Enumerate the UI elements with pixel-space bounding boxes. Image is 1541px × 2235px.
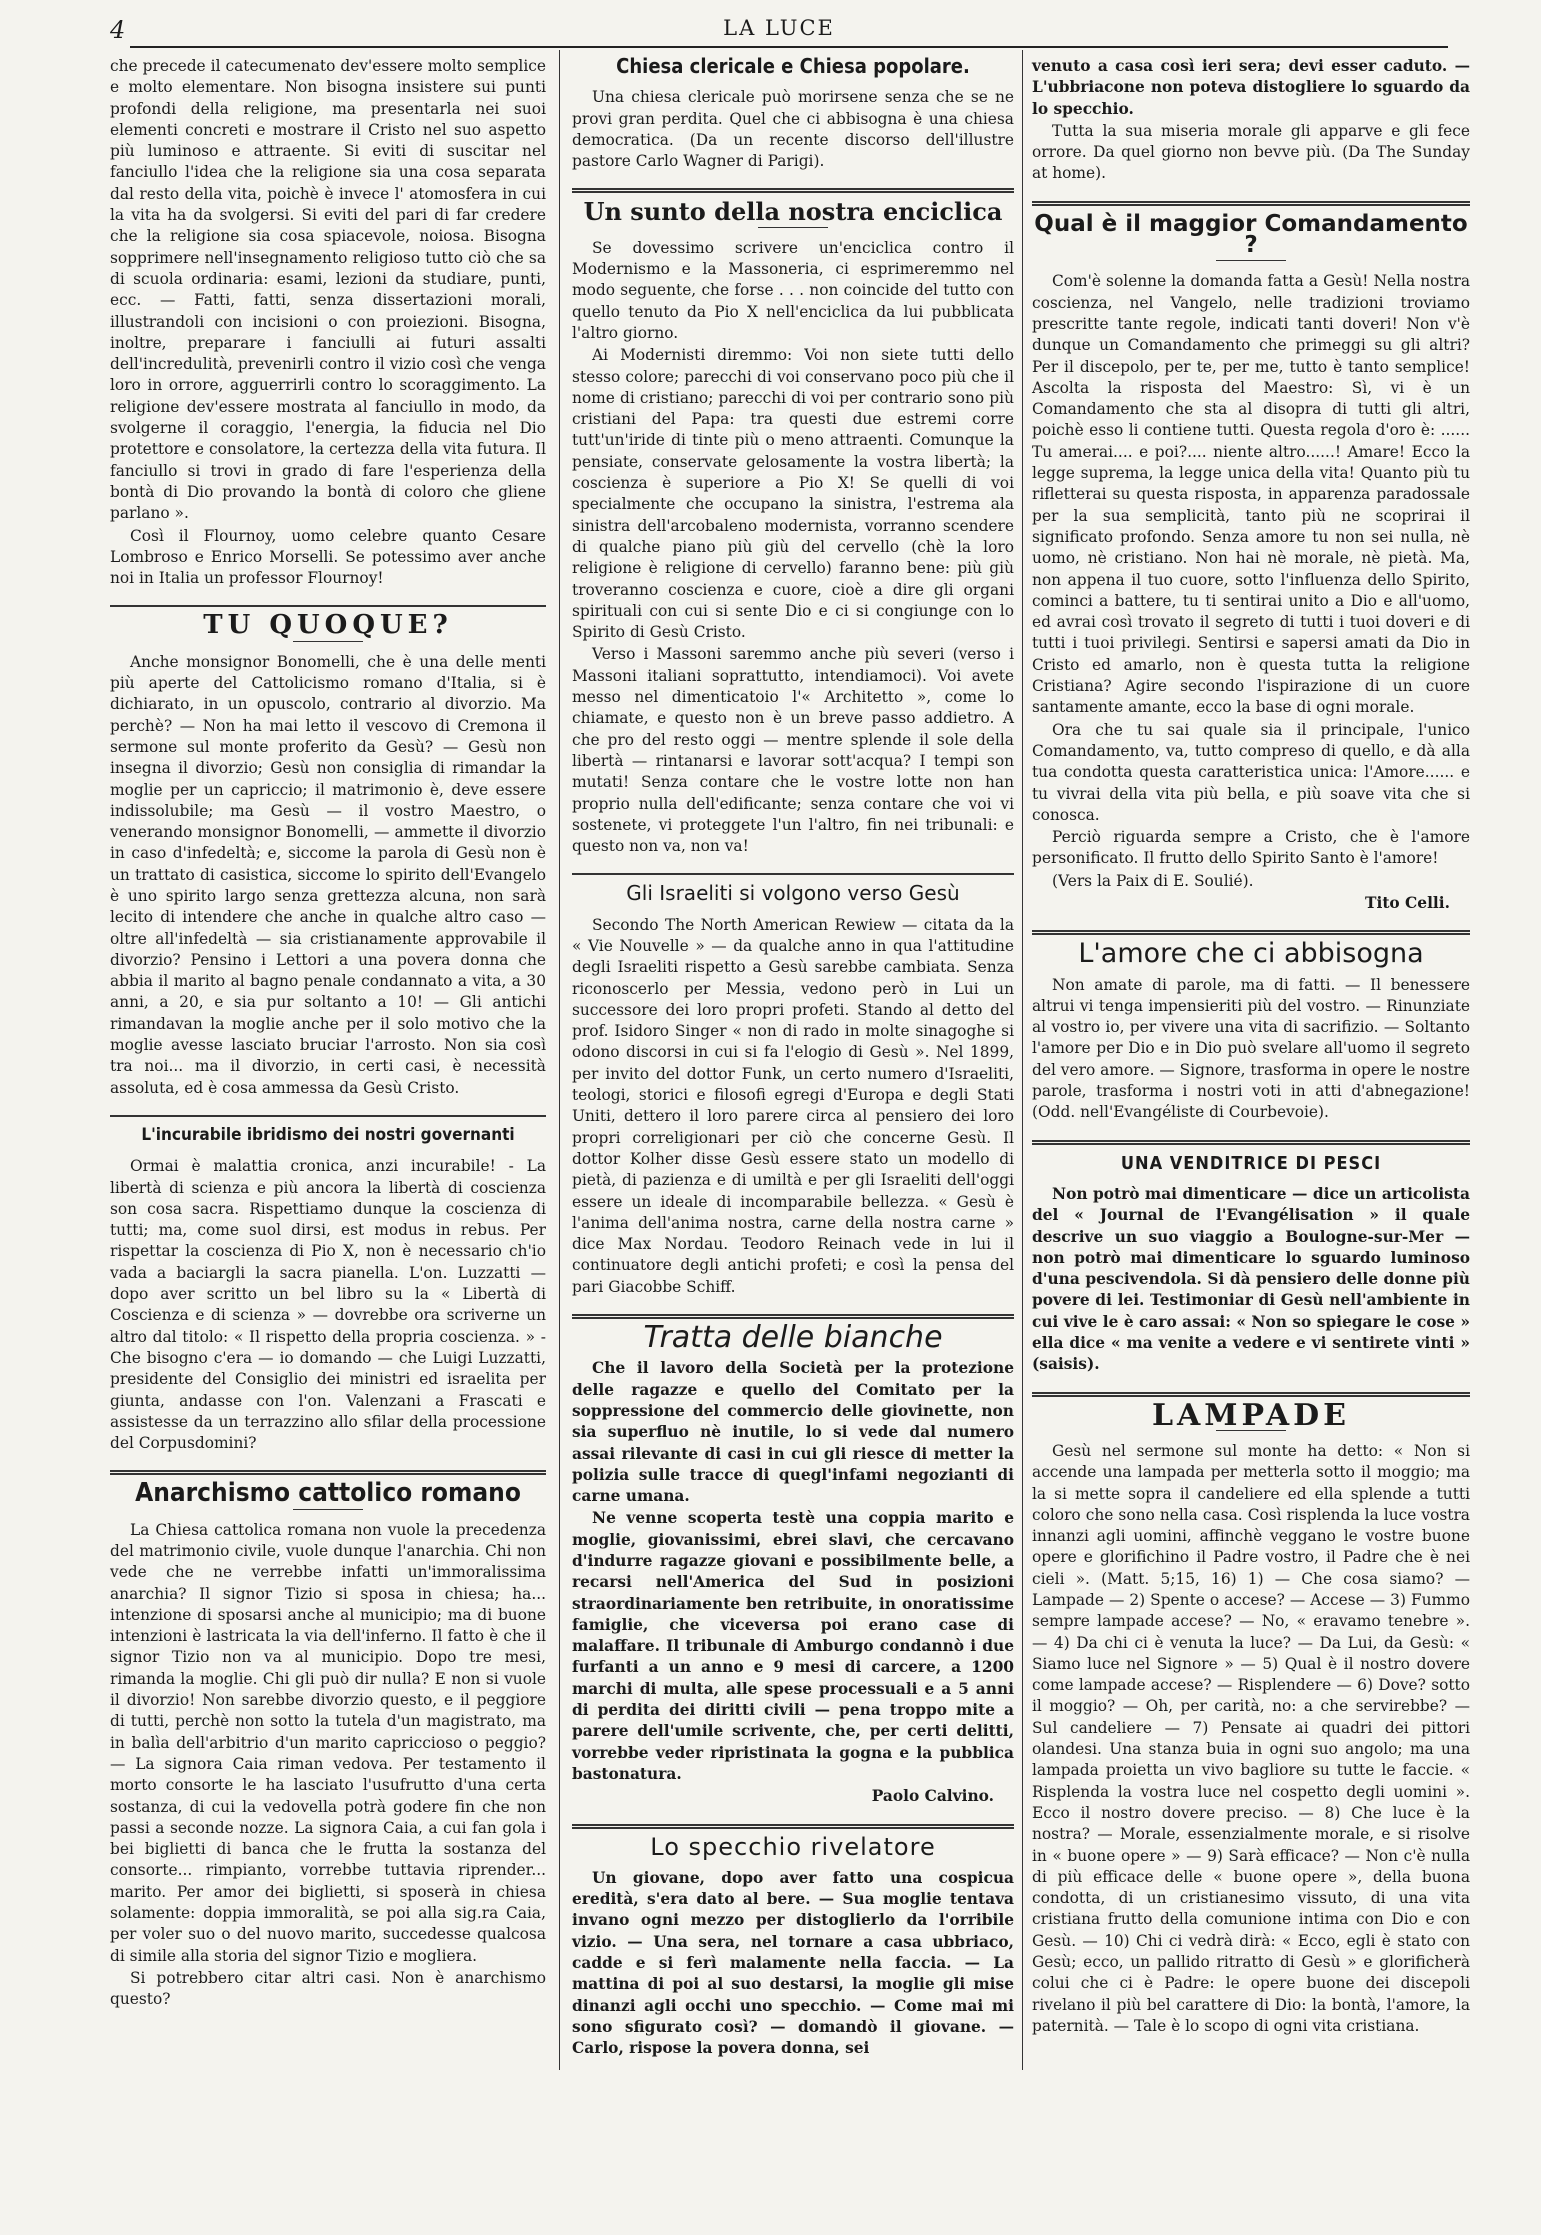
article-paragraph: Perciò riguarda sempre a Cristo, che è l'amore personificato. Il frutto dello Spirito Santo è l'amore! <box>1032 828 1470 868</box>
article-paragraph: Ora che tu sai quale sia il principale, l'unico Comandamento, va, tutto compreso di quello, e dà alla tua condotta questa caratteristica unica: l'Amore...... e tu vivrai della vita più bella, e più soave vita che si conosca. <box>1032 720 1470 824</box>
article-paragraph: Non potrò mai dimenticare — dice un articolista del « Journal de l'Evangélisation » il quale descrive un suo viaggio a Boulogne-sur-Mer — non potrò mai dimenticare lo sguardo luminoso d'una pescivendola. Si dà pensiero delle donne più povere di lei. Testimoniar di Gesù nell'ambiente in cui vive le è caro assai: « Non so spiegare le cose » ella dice « ma venite a vedere e vi sentirete vinti » (saisis). <box>1032 1184 1470 1374</box>
headline-text: LAMPADE <box>1151 1397 1351 1433</box>
article-paragraph: Così il Flournoy, uomo celebre quanto Cesare Lombroso e Enrico Morselli. Se potessimo aver anche noi in Italia un professor Flournoy! <box>110 526 546 588</box>
article-signature: Tito Celli. <box>1365 893 1450 912</box>
article-paragraph: Si potrebbero citar altri casi. Non è anarchismo questo? <box>110 1968 546 2009</box>
article-paragraph: Gesù nel sermone sul monte ha detto: « Non si accende una lampada per metterla sotto il moggio; ma la si mette sopra il candeliere ed ella splende a tutti coloro che sono nella casa. Così risplenda la luce vostra innanzi agli uomini, affinchè veggano le vostre buone opere e glorifichino il Padre vostro, il Padre che è nei cieli ». (Matt. 5;15, 16) 1) — Che cosa siamo? — Lampade — 2) Spente o accese? — Accese — 3) Fummo sempre lampade accese? — No, « eravamo tenebre ». — 4) Da chi ci è venuta la luce? — Da Lui, da Gesù: « Siamo luce nel Signore » — 5) Qual è il nostro dovere come lampade accese? — Risplendere — 6) Dove? sotto il moggio? — Oh, per carità, no: a che servirebbe? — Sul candeliere — 7) Pensate ai quadri dei pittori olandesi. Una stanza buia in ogni suo angolo; ma una lampada proietta un vivo bagliore su tutte le faccie. « Risplenda la vostra luce nel cospetto degli uomini ». Ecco il nostro dovere preciso. — 8) Che luce è la nostra? — Morale, essenzialmente morale, e si risolve in « buone opere » — 9) Sarà efficace? — Non c'è nulla di più efficace delle « buone opere », della buona condotta, di un cristianesimo vissuto, di una vita cristiana frutto della comunione intima con Dio e con Gesù. — 10) Chi ci vedrà dirà: « Ecco, egli è stato con Gesù; ecco, un pallido ritratto di Gesù » e glorificherà colui che ci è Padre: le opere buone dei discepoli rivelano il più bel carattere di Dio: la bontà, l'amore, la paternità. — Tale è lo scopo di ogni vita cristiana. <box>1032 1441 1470 2035</box>
page-number: 4 <box>110 16 126 44</box>
article-paragraph: Ai Modernisti diremmo: Voi non siete tutti dello stesso colore; parecchi di voi conservano poco più che il nome di cristiano; parecchi di voi per contrario sono più cristiani del Papa: tra questi due estremi corre tutt'un'iride di tinte più o meno attraenti. Comunque la pensiate, conservate gelosamente la vostra libertà; la coscienza è superiore a Pio X! Se quelli di voi specialmente che occupano la sinistra, l'estrema ala sinistra dell'arcobaleno modernista, vorranno scendere di qualche piano più giù del cervello (chè la loro religione è religione di cervello) faranno bene: più giù troveranno coscienza e cuore, cioè a dire gli organi spirituali con cui si sente Dio e ci si congiunge con lo Spirito di Gesù Cristo. <box>572 346 1014 642</box>
article-paragraph: Com'è solenne la domanda fatta a Gesù! Nella nostra coscienza, nel Vangelo, nelle tradizioni troviamo prescritte tante regole, indicati tanti doveri! Non v'è dunque un Comandamento che primeggi su gli altri? Per il discepolo, per te, per me, tutto è tanto semplice! Ascolta la risposta del Maestro: Sì, vi è un Comandamento che sta al disopra di tutti gli altri, poichè esso li contiene tutti. Questa regola d'oro è: ...... Tu amerai.... e poi?.... niente altro......! Amare! Ecco la legge suprema, la legge unica della vita! Quanto più tu rifletterai su questa risposta, in apparenza paradossale per la sua semplicità, tanto più ne scoprirai il significato profondo. Senza amore tu non sei nulla, nè uomo, nè cristiano. Non hai nè morale, nè pietà. Ma, non appena il tuo cuore, sotto l'influenza dello Spirito, cominci a battere, tu ti sentirai unito a Dio e all'uomo, ed avrai così trovato il segreto di tutti i tuoi doveri e di tutti i tuoi privilegi. Sentirsi e sapersi amati da Dio in Cristo ed amarlo, non è questa tutta la religione Cristiana? Agire secondo l'ispirazione di un cuore santamente amante, ecco la base di ogni morale. <box>1032 272 1470 717</box>
article-paragraph: Non amate di parole, ma di fatti. — Il benessere altrui vi tenga impensieriti più del vostro. — Rinunziate al vostro io, per vivere una vita di sacrifizio. — Soltanto l'amore per Dio e in Dio può svelare all'uomo il segreto del vero amore. — Signore, trasforma in opere le nostre parole, trasforma i nostri voti in atti d'abnegazione! (Odd. nell'Evangéliste di Courbevoie). <box>1032 975 1470 1122</box>
article-paragraph: Che il lavoro della Società per la protezione delle ragazze e quello del Comitato per la soppressione del commercio delle giovinette, non sia superfluo nè inutile, lo si vede dal numero assai rilevante di casi in cui gli riesce di metter la polizia sulle tracce di quegl'infami negozianti di carne umana. <box>572 1359 1014 1506</box>
article-paragraph: venuto a casa così ieri sera; devi esser caduto. — L'ubbriacone non poteva distogliere lo sguardo da lo specchio. <box>1032 57 1470 118</box>
headline-specchio: Lo specchio rivelatore <box>572 1824 1014 1858</box>
article-signature: Paolo Calvino. <box>871 1787 994 1806</box>
newspaper-title: LA LUCE <box>723 16 835 40</box>
headline-venditrice: UNA VENDITRICE DI PESCI <box>1032 1140 1470 1174</box>
headline-tratta: Tratta delle bianche <box>572 1314 1014 1348</box>
column-3 <box>1032 56 1470 2038</box>
article-paragraph: Tutta la sua miseria morale gli apparve e gli fece orrore. Da quel giorno non bevve più. (Da The Sunday at home). <box>1032 121 1470 183</box>
headline-chiesa: Chiesa clericale e Chiesa popolare. <box>616 54 970 78</box>
column-2 <box>572 56 1014 2061</box>
article-paragraph: Verso i Massoni saremmo anche più severi (verso i Massoni italiani soprattutto, intendiamoci). Voi avete messo nel dimenticatoio l'« Architetto », come lo chiamate, e questo non è un breve passo addietro. A che pro del resto oggi — mentre splende il sole della libertà — rintanarsi e lavorar sott'acqua? I tempi son mutati! Senza contare che le vostre lotte non han proprio nulla dell'edificante; senza contare che voi vi sostenete, vi proteggete l'un l'altro, fin nei tribunali: e questo non va, non va! <box>572 645 1014 856</box>
article-source: (Vers la Paix di E. Soulié). <box>1052 871 1254 890</box>
headline-text: TU QUOQUE? <box>203 610 453 641</box>
article-paragraph: Un giovane, dopo aver fatto una cospicua eredità, s'era dato al bere. — Sua moglie tentava invano ogni mezzo per distoglierlo da l'orribile vizio. — Una sera, nel tornare a casa ubbriaco, cadde e si ferì malamente nella faccia. — La mattina di poi al suo destarsi, la moglie gli mise dinanzi agli occhi uno specchio. — Come mai mi sono sfigurato così? — domandò il giovane. — Carlo, rispose la povera donna, sei <box>572 1868 1014 2058</box>
headline-ornament <box>1216 258 1286 261</box>
headline-amore: L'amore che ci abbisogna <box>1032 930 1470 964</box>
article-paragraph: Secondo The North American Rewiew — citata da la « Vie Nouvelle » — da qualche anno in qua l'attitudine degli Israeliti rispetto a Gesù sarebbe cambiata. Senza riconoscerlo per Messia, vedono però in Lui un successore dei loro propri profeti. Stando al detto del prof. Isidoro Singer « non di rado in molte sinagoghe si odono discorsi in cui si fa l'elogio di Gesù ». Nel 1899, per invito del dottor Funk, un certo numero d'Israeliti, teologi, storici e filosofi egregi d'Europa e degli Stati Uniti, dettero il loro parere circa al pensiero dei loro propri correligionari per ciò che concerne Gesù. Il dottor Kolher disse Gesù essere stato un modello di pietà, di pazienza e di umiltà e per gli Israeliti dell'oggi essere un ideale di incomparabile bellezza. « Gesù è l'anima dell'anima nostra, carne della nostra carne » dice Max Nordau. Teodoro Reinach vede in lui il continuatore degli antichi profeti; e così la pensa del pari Giacobbe Schiff. <box>572 915 1014 1296</box>
headline-sunto <box>572 188 1014 227</box>
headline-qual <box>1032 201 1470 262</box>
masthead <box>110 12 1448 42</box>
article-paragraph: che precede il catecumenato dev'essere molto semplice e molto elementare. Non bisogna insistere sui punti profondi della religione, ma presentarla nei suoi elementi concreti e mostrare il Cristo nel suo aspetto più luminoso e attraente. Si eviti di suscitar nel fanciullo l'idea che la religione sia una cosa separata dal resto della vita, poichè è invece l' atomosfera in cui la vita ha da svolgersi. Si eviti del pari di far credere che la religione sia cosa spiacevole, noiosa. Bisogna sopprimere nell'insegnamento religioso tutto ciò che sa di scuola ordinaria: esami, lezioni da studiare, punti, ecc. — Fatti, fatti, senza dissertazioni morali, illustrandoli con incisioni o con proiezioni. Bisogna, inoltre, preparare i fanciulli ai futuri assalti dell'incredulità, prevenirli contro il vizio così che venga loro in orrore, agguerrirli contro lo scoraggimento. La religione dev'essere mostrata al fanciullo in modo, da svolgerne il coraggio, l'energia, la fiducia nel Dio protettore e consolatore, la certezza della vita futura. Il fanciullo si trovi in grado di fare l'esperienza della bontà di Dio provando la bontà di coloro che gliene parlano ». <box>110 57 546 523</box>
column-divider <box>559 50 560 2070</box>
headline-text: Qual è il maggior Comandamento ? <box>1034 210 1468 259</box>
column-1 <box>110 56 546 2012</box>
headline-incurabile: L'incurabile ibridismo dei nostri governanti <box>110 1115 546 1146</box>
article-paragraph: La Chiesa cattolica romana non vuole la precedenza del matrimonio civile, vuole dunque l'anarchia. Chi non vede che ne verrebbe infatti un'immoralissima anarchia? Il signor Tizio si sposa in chiesa; ha... intenzione di sposarsi anche al municipio; ma di buone intenzioni è lastricata la via dell'inferno. Il fatto è che il signor Tizio non va al municipio. Dopo tre mesi, rimanda la moglie. Chi gli può dir nulla? E non si vuole il divorzio! Non sarebbe divorzio questo, e il peggiore di tutti, perchè non sotto la tutela d'un magistrato, ma in balìa dell'arbitrio d'un marito capriccioso o peggio? — La signora Caia riman vedova. Per testamento il morto consorte le ha lasciato l'usufrutto d'una certa sostanza, di cui la vedovella potrà godere fin che non passi a seconde nozze. La signora Caia, a cui fan gola i bei biglietti di banca che le frutta la sostanza del consorte... rimpianto, vorrebbe tuttavia riprender... marito. Per amor dei biglietti, si sposerà in chiesa solamente: doppia immoralità, se poi alla sig.ra Caia, per voler suo o del nuovo marito, succedesse qualcosa di simile alla storia del signor Tizio e mogliera. <box>110 1520 546 1965</box>
headline-lampade <box>1032 1392 1470 1431</box>
article-paragraph: Anche monsignor Bonomelli, che è una delle menti più aperte del Cattolicismo romano d'Italia, si è dichiarato, in un opuscolo, contrario al divorzio. Ma perchè? — Non ha mai letto il vescovo di Cremona il sermone sul monte proferito da Gesù? — Gesù non insegna il divorzio; Gesù non consiglia di rimandar la moglie per un capriccio; il matrimonio è, deve essere indissolubile; ma Gesù — il vostro Maestro, o venerando monsignor Bonomelli, — ammette il divorzio in caso d'infedeltà; e, siccome la parola di Gesù non è un trattato di casistica, siccome lo spirito dell'Evangelo è uno spirito largo senza grettezza alcuna, non sarà lecito di intendere che anche in qualche altro caso — oltre all'infedeltà — sia cristianamente approvabile il divorzio? Pensino i Lettori a una povera donna che abbia il marito al bagno penale condannato a vita, a 30 anni, a 20, e sia pur soltanto a 10! — Gli antichi rimandavan la moglie anche per il solo motivo che la moglie avesse lasciato bruciar l'arrosto. Non sia così tra noi... ma il divorzio, in certi casi, è necessità assoluta, ed è cosa ammessa da Gesù Cristo. <box>110 652 546 1097</box>
masthead-rule <box>130 46 1448 48</box>
headline-text: Un sunto della nostra enciclica <box>583 197 1003 227</box>
article-paragraph: Una chiesa clericale può morirsene senza che se ne provi gran perdita. Quel che ci abbisogna è una chiesa democratica. (Da un recente discorso dell'illustre pastore Carlo Wagner di Parigi). <box>572 88 1014 171</box>
article-paragraph: Se dovessimo scrivere un'enciclica contro il Modernismo e la Massoneria, ci esprimeremmo nel modo seguente, che forse . . . non coincide del tutto con quello tenuto da Pio X nell'enciclica da lui pubblicata l'altro giorno. <box>572 238 1014 342</box>
article-paragraph: Ormai è malattia cronica, anzi incurabile! - La libertà di scienza e più ancora la libertà di coscienza son cosa sacra. Rispettiamo dunque la coscienza di tutti; ma, come suol dirsi, est modus in rebus. Per rispettar la coscienza di Pio X, non è necessario ch'io vada a baciargli la sacra pianella. L'on. Luzzatti — dopo aver scritto un bel libro su la « Libertà di Coscienza e di scienza » — dovrebbe ora scriverne un altro dal titolo: « Il rispetto della propria coscienza. » - Che bisogno c'era — io domando — che Luigi Luzzatti, presidente del Consiglio dei ministri ed israelita per giunta, andasse con l'on. Valenzani a Frascati e assistesse da un terrazzino allo sfilar della processione del Corpusdomini? <box>110 1157 546 1453</box>
headline-tu-quoque <box>110 605 546 641</box>
headline-israeliti: Gli Israeliti si volgono verso Gesù <box>572 873 1014 904</box>
headline-anarchismo <box>110 1470 546 1509</box>
column-divider <box>1022 50 1023 2070</box>
headline-text: Anarchismo cattolico romano <box>135 1478 521 1509</box>
article-paragraph: Ne venne scoperta testè una coppia marito e moglie, giovanissimi, ebrei slavi, che cercavano d'indurre ragazze giovani e possibilmente belle, a recarsi nell'America del Sud in posizioni straordinariamente ben retribuite, in onoratissime famiglie, che viceversa poi erano case di malaffare. Il tribunale di Amburgo condannò i due furfanti a un anno e 9 mesi di carcere, a 1200 marchi di multa, alle spese processuali e a 5 anni di perdita dei diritti civili — pena troppo mite a parere dell'umile scrivente, che, per certi delitti, vorrebbe veder ripristinata la gogna e la pubblica bastonatura. <box>572 1509 1014 1783</box>
